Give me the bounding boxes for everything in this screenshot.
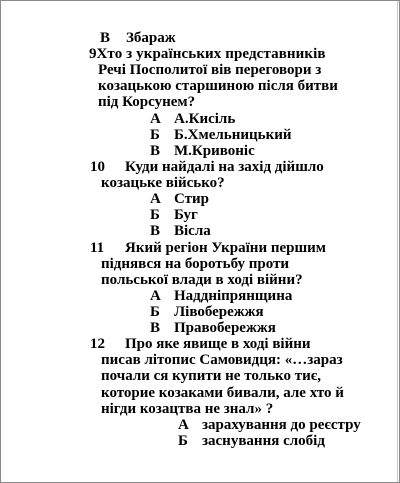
option-letter: Б <box>150 207 160 223</box>
option-letter: Б <box>178 433 188 449</box>
question-12-line-2: писав літопис Самовидця: «…зараз <box>101 352 343 368</box>
option-text: заснування слобід <box>202 433 325 449</box>
question-10-option-b <box>150 207 198 223</box>
question-9-option-v <box>150 143 255 159</box>
option-text: Стир <box>174 191 209 207</box>
option-letter: Б <box>150 304 160 320</box>
option-text: Буг <box>174 207 198 223</box>
option-text: М.Кривоніс <box>174 143 255 159</box>
question-11-line-2: піднявся на боротьбу проти <box>101 256 290 272</box>
question-11-line-3: польської влади в ході війни? <box>101 272 303 288</box>
option-letter: В <box>150 223 161 239</box>
option-text: Вісла <box>174 223 211 239</box>
option-letter: А <box>150 191 161 207</box>
question-9-line-2: Речі Посполитої вів переговори з <box>98 62 322 78</box>
option-text: Б.Хмельницький <box>174 127 292 143</box>
option-text: зарахування до реєстру <box>202 417 361 433</box>
option-letter: А <box>150 288 161 304</box>
question-text: Про яке явище в ході війни <box>125 336 311 352</box>
question-9-line-4: під Корсунем? <box>98 94 196 110</box>
question-number: 9 <box>89 46 97 62</box>
question-10-line-2: козацьке військо? <box>101 175 225 191</box>
question-12-line-3: почали ся купити не только тиє, <box>101 368 321 384</box>
option-letter: В <box>150 320 161 336</box>
option-text: Правобережжя <box>174 320 276 336</box>
question-number: 11 <box>90 240 105 256</box>
question-12-option-a <box>178 417 361 433</box>
question-10-option-v <box>150 223 211 239</box>
question-9-option-b <box>150 127 292 143</box>
prev-option-v <box>100 30 176 46</box>
question-9-line-1 <box>89 46 326 62</box>
question-text: Хто з українських представників <box>96 46 326 62</box>
option-text: А.Кисіль <box>174 111 236 127</box>
question-11-option-b <box>150 304 264 320</box>
question-number: 10 <box>90 159 105 175</box>
option-letter: Б <box>150 127 160 143</box>
question-12-line-4: которие козаками бивали, але хто й <box>101 385 344 401</box>
question-9-line-3: козацькою старшиною після битви <box>98 78 338 94</box>
option-letter: А <box>178 417 189 433</box>
question-12-line-1 <box>90 336 311 352</box>
question-9-option-a <box>150 111 235 127</box>
question-text: Куди найдалі на захід дійшло <box>125 159 324 175</box>
question-10-line-1 <box>90 159 324 175</box>
question-11-line-1 <box>90 240 326 256</box>
option-letter: В <box>150 143 161 159</box>
question-number: 12 <box>90 336 105 352</box>
question-10-option-a <box>150 191 209 207</box>
option-letter: В <box>100 30 111 46</box>
option-letter: А <box>150 111 161 127</box>
option-text: Збараж <box>126 30 176 46</box>
question-11-option-a <box>150 288 292 304</box>
option-text: Лівобережжя <box>174 304 264 320</box>
question-text: Який регіон України першим <box>125 240 327 256</box>
question-11-option-v <box>150 320 276 336</box>
option-text: Наддніпрянщина <box>174 288 293 304</box>
question-12-option-b <box>178 433 325 449</box>
question-12-line-5: нігди козацтва не знал» ? <box>101 401 274 417</box>
